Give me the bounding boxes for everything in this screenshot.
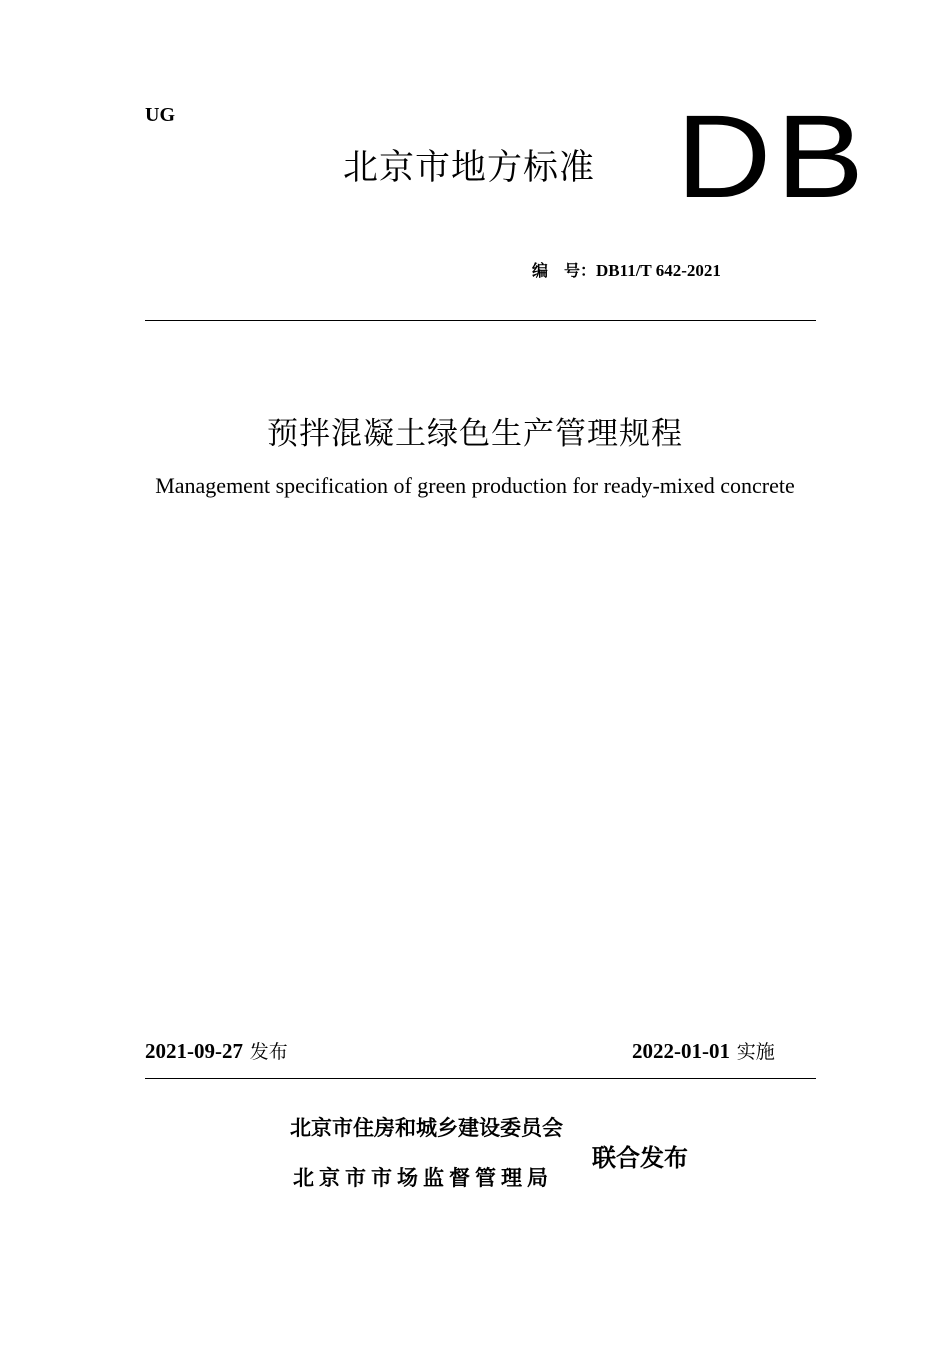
top-divider [145, 320, 816, 321]
standard-number [532, 258, 721, 281]
db-logo: DB [676, 91, 869, 223]
issue-date: 2021-09-27 [145, 1039, 243, 1063]
document-title-english: Management specification of green production for ready-mixed concrete [155, 473, 795, 498]
standard-number-label: 编 号： [532, 261, 597, 280]
implementation-date: 2022-01-01 [632, 1039, 730, 1063]
ics-code: UG [145, 104, 175, 126]
document-title-chinese: 预拌混凝土绿色生产管理规程 [267, 416, 683, 452]
implementation-label: 实施 [736, 1041, 775, 1063]
joint-issue-label: 联合发布 [592, 1144, 688, 1172]
issuer-market-regulation: 北京市市场监督管理局 [293, 1166, 553, 1190]
standard-type-heading: 北京市地方标准 [343, 148, 596, 188]
issue-date-line [145, 1037, 288, 1064]
bottom-divider [145, 1078, 816, 1079]
standard-number-value: DB11/T 642-2021 [596, 261, 721, 280]
issue-label: 发布 [249, 1041, 288, 1063]
implementation-date-line [632, 1037, 775, 1064]
issuer-housing-commission: 北京市住房和城乡建设委员会 [290, 1116, 563, 1140]
